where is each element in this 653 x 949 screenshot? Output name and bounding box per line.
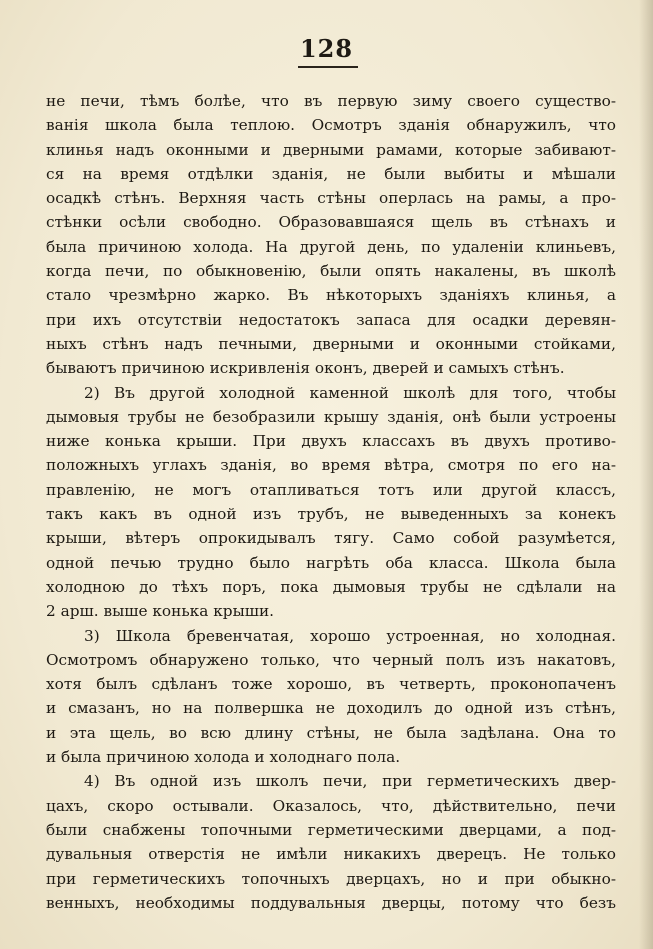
text-line: 3) Школа бревенчатая, хорошо устроенная, но холодная. — [84, 626, 616, 645]
text-line: дымовыя трубы не безобразили крышу зданія, онѣ были устроены — [46, 407, 616, 426]
text-line: 2) Въ другой холодной каменной школѣ для того, чтобы — [84, 383, 616, 402]
page-edge-shadow — [639, 0, 653, 949]
text-line: при герметическихъ топочныхъ дверцахъ, но и при обыкно- — [46, 869, 616, 888]
text-line: цахъ, скоро остывали. Оказалось, что, дѣйствительно, печи — [46, 796, 616, 815]
text-line: правленію, не могъ отапливаться тотъ или другой классъ, — [46, 480, 616, 499]
text-line: не печи, тѣмъ болѣе, что въ первую зиму своего существо- — [46, 92, 616, 110]
text-line: одной печью трудно было нагрѣть оба класса. Школа была — [46, 553, 616, 572]
text-line: когда печи, по обыкновенію, были опять накалены, въ школѣ — [46, 262, 616, 281]
text-line: ныхъ стѣнъ надъ печными, дверными и оконными стойками, — [46, 334, 616, 353]
text-line: стало чрезмѣрно жарко. Въ нѣкоторыхъ зданіяхъ клинья, а — [46, 286, 616, 305]
text-line: 2 арш. выше конька крыши. — [46, 602, 275, 621]
text-line: положныхъ углахъ зданія, во время вѣтра, смотря по его на- — [46, 456, 616, 475]
text-line: крыши, вѣтеръ опрокидывалъ тягу. Само собой разумѣется, — [46, 529, 616, 548]
text-line: при ихъ отсутствіи недостатокъ запаса для осадки деревян- — [46, 310, 616, 329]
text-line: венныхъ, необходимы поддувальныя дверцы, потому что безъ — [46, 893, 616, 912]
text-line: и была причиною холода и холоднаго пола. — [46, 748, 401, 767]
text-line: ся на время отдѣлки зданія, не были выбиты и мѣшали — [46, 164, 616, 183]
text-line: бываютъ причиною искривленія оконъ, дверей и самыхъ стѣнъ. — [46, 359, 565, 378]
text-line: и смазанъ, но на полвершка не доходилъ до одной изъ стѣнъ, — [46, 699, 616, 718]
body-text — [46, 89, 616, 915]
text-line: хотя былъ сдѣланъ тоже хорошо, въ четверть, проконопаченъ — [46, 675, 616, 694]
text-line: была причиною холода. На другой день, по удаленіи клиньевъ, — [46, 237, 616, 256]
text-line: Осмотромъ обнаружено только, что черный полъ изъ накатовъ, — [46, 650, 616, 669]
header-rule — [298, 66, 358, 68]
text-line: стѣнки осѣли свободно. Образовавшаяся щель въ стѣнахъ и — [46, 213, 616, 232]
text-line: клинья надъ оконными и дверными рамами, которые забивают- — [46, 140, 616, 159]
text-line: такъ какъ въ одной изъ трубъ, не выведенныхъ за конекъ — [46, 505, 616, 524]
text-line: были снабжены топочными герметическими дверцами, а под- — [46, 820, 616, 839]
text-line: ниже конька крыши. При двухъ классахъ въ двухъ противо- — [46, 432, 616, 451]
page-number: 128 — [299, 34, 354, 63]
text-line: 4) Въ одной изъ школъ печи, при герметическихъ двер- — [84, 772, 616, 791]
text-line: осадкѣ стѣнъ. Верхняя часть стѣны оперлась на рамы, а про- — [46, 189, 616, 208]
text-line: холодною до тѣхъ поръ, пока дымовыя трубы не сдѣлали на — [46, 577, 616, 596]
text-line: и эта щель, во всю длину стѣны, не была задѣлана. Она то — [46, 723, 616, 742]
text-line: дувальныя отверстія не имѣли никакихъ дверецъ. Не только — [46, 845, 616, 864]
text-line: ванія школа была теплою. Осмотръ зданія обнаружилъ, что — [46, 116, 616, 135]
